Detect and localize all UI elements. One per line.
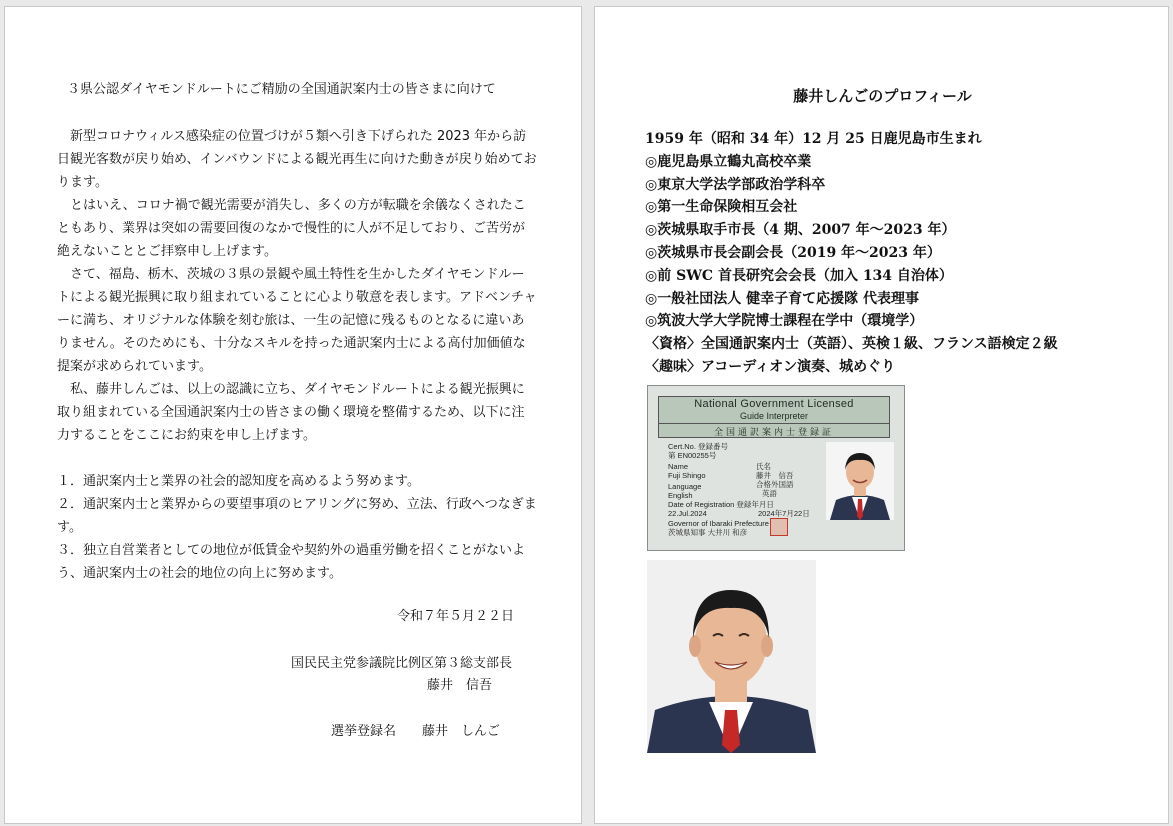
registration-label: Date of Registration 登録年月日 — [668, 500, 774, 509]
profile-item: ◎筑波大学大学院博士課程在学中（環境学） — [645, 313, 924, 330]
letter-page — [4, 6, 582, 824]
license-header-en: National Government Licensed — [694, 398, 854, 410]
profile-item: ◎茨城県市長会副会長（2019 年～2023 年） — [645, 244, 941, 261]
profile-item: ◎茨城県取手市長（4 期、2007 年～2023 年） — [645, 222, 956, 239]
license-portrait-drawing — [826, 442, 894, 520]
license-photo — [826, 442, 894, 520]
profile-page — [594, 6, 1169, 824]
pledge-item: ２．通訳案内士と業界からの要望事項のヒアリングに努め、立法、行政へつなぎます。 — [57, 497, 537, 535]
pledge-item: ３．独立自営業者としての地位が低賃金や契約外の過重労働を招くことがないよう、通訳案内士の社会的地位の向上に努めます。 — [57, 543, 526, 581]
cert-number: 第 EN00255号 — [668, 451, 717, 460]
signer-organization: 国民民主党参議院比例区第３総支部長 — [291, 656, 513, 671]
portrait-photo — [647, 560, 816, 753]
letter-paragraph: とはいえ、コロナ禍で観光需要が消失し、多くの方が転職を余儀なくされたこともあり、業界は突如の需要回復のなかで慢性的に人が不足しており、ご苦労が絶えないこととご拝察申し上げます。 — [57, 198, 526, 259]
language-jp: 英語 — [762, 489, 777, 498]
profile-item: 1959 年（昭和 34 年）12 月 25 日鹿児島市生まれ — [645, 131, 982, 147]
letter-date: 令和７年５月２２日 — [397, 609, 515, 624]
name-en: Fuji Shingo — [668, 471, 706, 480]
letter-paragraph: 新型コロナウィルス感染症の位置づけが５類へ引き下げられた 2023 年から訪日観光客数が戻り始め、インバウンドによる観光再生に向けた動きが戻り始めております。 — [57, 129, 537, 190]
paragraph-gap — [57, 447, 537, 470]
language-label-en: Language — [668, 482, 702, 491]
portrait-drawing — [647, 560, 816, 753]
license-header-jp: 全国通訳案内士登録証 — [659, 423, 889, 438]
official-seal — [770, 518, 788, 536]
language-label-jp: 合格外国語 — [756, 480, 794, 489]
profile-list — [645, 128, 1165, 379]
profile-item: 〈資格〉全国通訳案内士（英語）、英検１級、フランス語検定２級 — [645, 336, 1058, 353]
license-header-sub: Guide Interpreter — [739, 411, 809, 421]
signer-name: 藤井 信吾 — [427, 678, 493, 693]
profile-title: 藤井しんごのプロフィール — [793, 87, 972, 105]
guide-license-card — [647, 385, 905, 551]
letter-paragraph: 私、藤井しんごは、以上の認識に立ち、ダイヤモンドルートによる観光振興に取り組まれている全国通訳案内士の皆さまの働く環境を整備するため、以下に注力することをここにお約束を申し上げます。 — [57, 382, 525, 443]
pledge-item: １．通訳案内士と業界の社会的認知度を高めるよう努めます。 — [57, 474, 420, 489]
letter-title: ３県公認ダイヤモンドルートにご精励の全国通訳案内士の皆さまに向けて — [67, 82, 496, 97]
governor-jp: 茨城県知事 大井川 和彦 — [668, 528, 748, 537]
name-label-en: Name — [668, 462, 689, 471]
governor-en: Governor of Ibaraki Prefecture — [668, 519, 769, 528]
language-en: English — [668, 491, 693, 500]
name-jp: 藤井 信吾 — [756, 471, 794, 480]
profile-item: ◎一般社団法人 健幸子育て応援隊 代表理事 — [645, 290, 919, 307]
license-card-header — [658, 396, 890, 438]
name-label-jp: 氏名 — [756, 462, 771, 471]
profile-item: ◎東京大学法学部政治学科卒 — [645, 176, 826, 193]
registration-date-en: 22.Jul.2024 — [668, 509, 707, 518]
cert-label: Cert.No. 登録番号 — [668, 442, 729, 451]
profile-item: ◎前 SWC 首長研究会会長（加入 134 自治体） — [645, 267, 953, 284]
profile-item: ◎第一生命保険相互会社 — [645, 199, 798, 216]
letter-body — [57, 125, 537, 585]
profile-item: ◎鹿児島県立鶴丸高校卒業 — [645, 153, 812, 170]
letter-paragraph: さて、福島、栃木、茨城の３県の景観や風土特性を生かしたダイヤモンドルートによる観光振興に取り組まれていることに心より敬意を表します。アドベンチャーに満ち、オリジナルな体験を刻む旅は、一生の記憶に残るものとなるに違いありません。そのためにも、十分なスキルを持った通訳案内士による高付加価値な提案が求められています。 — [57, 267, 537, 374]
registered-name: 選挙登録名 藤井 しんご — [331, 724, 501, 739]
registration-date-jp: 2024年7月22日 — [758, 509, 810, 518]
profile-item: 〈趣味〉アコーディオン演奏、城めぐり — [645, 358, 896, 375]
